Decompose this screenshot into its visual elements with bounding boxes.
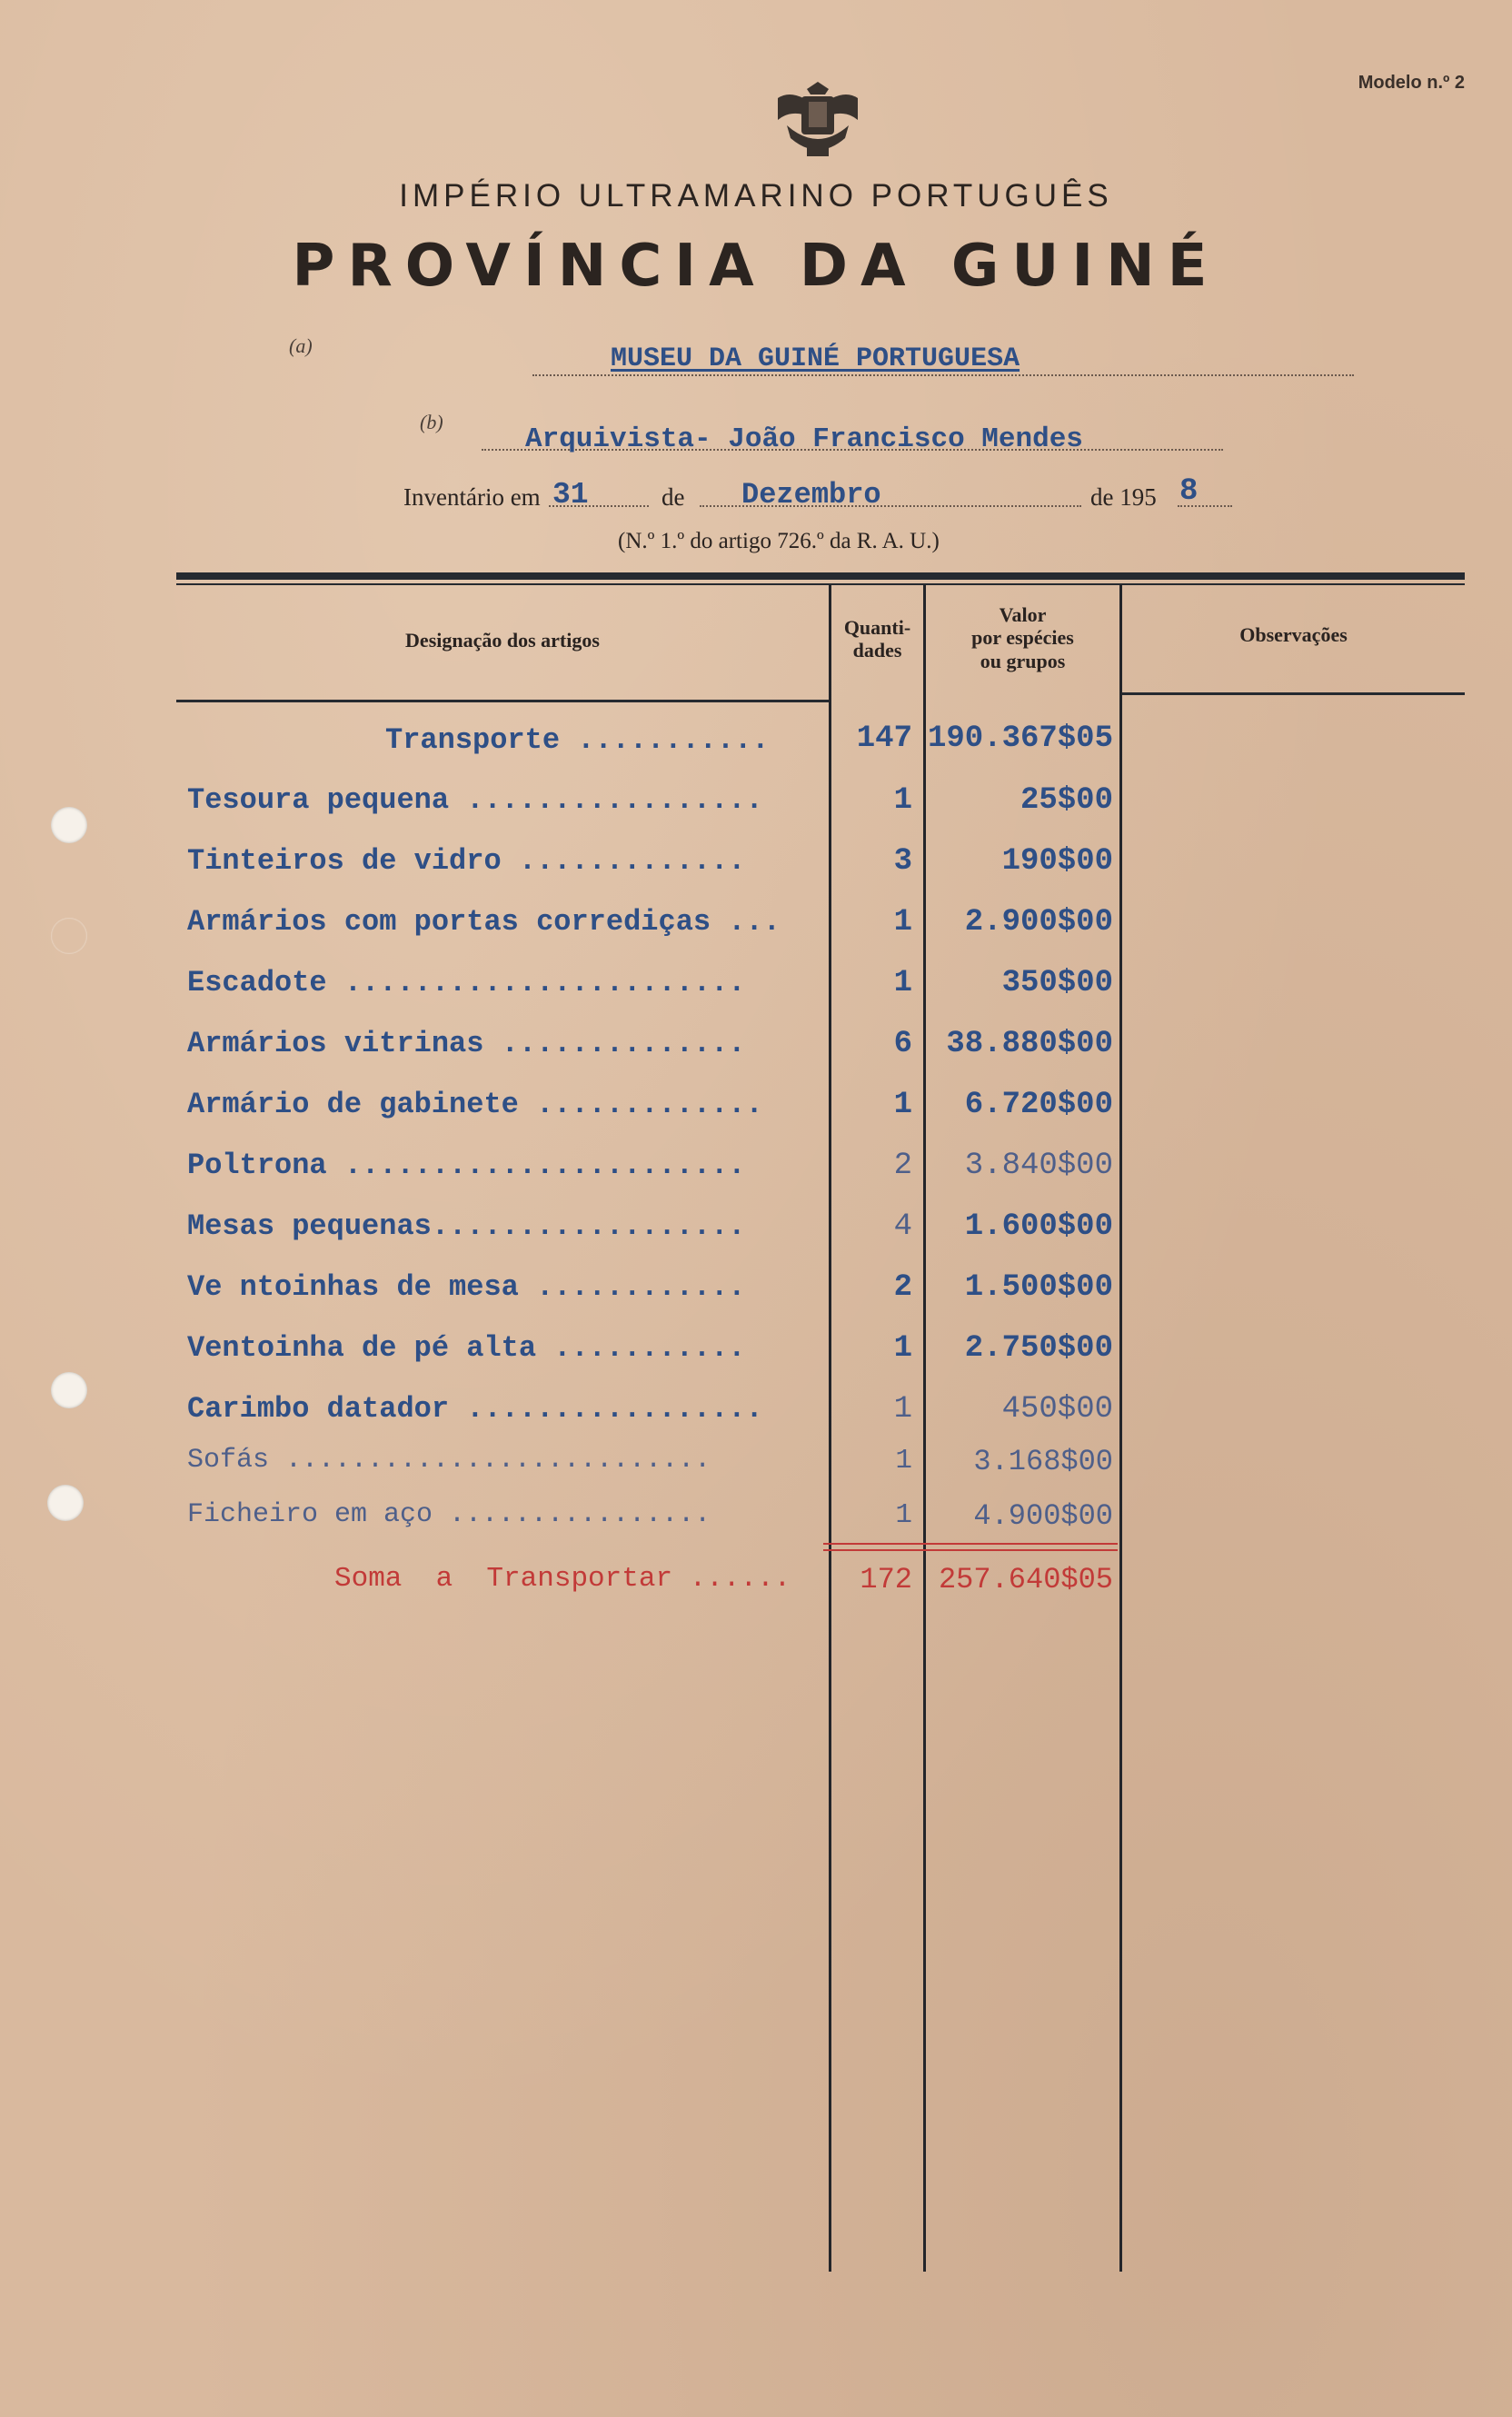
- item-value: 2.750$00: [964, 1331, 1113, 1366]
- item-value: 3.840$00: [964, 1149, 1113, 1183]
- transport-quantity: 147: [856, 721, 912, 756]
- column-header-designation: Designação dos artigos: [405, 629, 600, 651]
- item-quantity: 6: [893, 1027, 912, 1061]
- item-name: Carimbo datador .................: [187, 1392, 763, 1426]
- punch-hole: [51, 1372, 87, 1408]
- item-name: Armários vitrinas ..............: [187, 1027, 746, 1060]
- item-value: 450$00: [1001, 1392, 1113, 1427]
- inventory-label: Inventário em: [403, 483, 541, 511]
- item-quantity: 1: [893, 1331, 912, 1366]
- inventory-month: Dezembro: [741, 478, 881, 512]
- column-header-value: [926, 603, 1119, 672]
- item-name: Tesoura pequena .................: [187, 783, 763, 817]
- column-header-quantity-line1: Quanti-: [843, 616, 911, 639]
- table-header-rule-right: [1121, 692, 1465, 695]
- item-name: Escadote .......................: [187, 966, 746, 1000]
- total-rule-bottom: [823, 1549, 1118, 1551]
- item-quantity: 1: [893, 966, 912, 1000]
- item-value: 1.600$00: [964, 1209, 1113, 1244]
- column-divider-quantity: [829, 585, 831, 2272]
- item-value: 3.168$00: [973, 1445, 1113, 1478]
- transport-value: 190.367$05: [927, 721, 1113, 756]
- item-quantity: 4: [893, 1209, 912, 1244]
- footnote-mark-b: (b): [420, 411, 443, 433]
- institution-line: [532, 374, 1354, 376]
- punch-hole-faint: [51, 918, 87, 954]
- legal-note: (N.º 1.º do artigo 726.º da R. A. U.): [618, 529, 940, 553]
- item-name: Armário de gabinete .............: [187, 1088, 763, 1121]
- item-value: 1.500$00: [964, 1270, 1113, 1305]
- inventory-year-digit: 8: [1179, 474, 1199, 509]
- inventory-year-line: [1178, 505, 1232, 507]
- transport-label: Transporte ...........: [385, 723, 770, 757]
- punch-hole: [51, 807, 87, 843]
- table-top-rule-thin: [176, 583, 1465, 585]
- item-name: Ve ntoinhas de mesa ............: [187, 1270, 746, 1304]
- item-quantity: 1: [893, 1088, 912, 1122]
- item-quantity: 2: [893, 1149, 912, 1183]
- column-divider-value: [923, 585, 926, 2272]
- inventory-day: 31: [552, 478, 589, 512]
- item-quantity: 1: [895, 1445, 912, 1477]
- column-header-value-line2: por espécies: [971, 626, 1074, 650]
- item-name: Poltrona .......................: [187, 1149, 746, 1182]
- responsible-name: Arquivista- João Francisco Mendes: [525, 423, 1083, 455]
- item-name: Sofás ..........................: [187, 1445, 711, 1476]
- column-divider-observations: [1119, 585, 1122, 2272]
- column-header-observations: Observações: [1239, 623, 1348, 646]
- item-value: 6.720$00: [964, 1088, 1113, 1122]
- inventory-year-label: de 195: [1090, 483, 1157, 511]
- item-quantity: 3: [893, 844, 912, 879]
- item-name: Armários com portas corrediças ...: [187, 905, 781, 939]
- total-quantity: 172: [860, 1563, 912, 1596]
- province-title: PROVÍNCIA DA GUINÉ: [292, 233, 1220, 300]
- item-name: Ventoinha de pé alta ...........: [187, 1331, 746, 1365]
- total-label: Soma a Transportar ......: [334, 1563, 791, 1595]
- table-header-rule-left: [176, 700, 829, 702]
- total-value: 257.640$05: [938, 1563, 1113, 1596]
- column-header-quantity: [831, 616, 923, 662]
- column-header-value-line1: Valor: [999, 603, 1047, 626]
- item-value: 350$00: [1001, 966, 1113, 1000]
- item-name: Mesas pequenas..................: [187, 1209, 746, 1243]
- item-name: Tinteiros de vidro .............: [187, 844, 746, 878]
- coat-of-arms-emblem: [761, 75, 874, 164]
- model-number-label: Modelo n.º 2: [1358, 73, 1465, 93]
- item-name: Ficheiro em aço ................: [187, 1499, 711, 1530]
- item-value: 190$00: [1001, 844, 1113, 879]
- item-value: 25$00: [1020, 783, 1113, 818]
- inventory-de-label: de: [662, 483, 685, 511]
- item-value: 38.880$00: [946, 1027, 1113, 1061]
- column-header-value-line3: ou grupos: [980, 649, 1066, 672]
- item-quantity: 1: [893, 1392, 912, 1427]
- item-value: 2.900$00: [964, 905, 1113, 940]
- item-quantity: 1: [893, 905, 912, 940]
- item-value: 4.900$00: [973, 1499, 1113, 1533]
- total-rule-top: [823, 1543, 1118, 1545]
- column-header-quantity-line2: dades: [852, 639, 902, 662]
- empire-title: IMPÉRIO ULTRAMARINO PORTUGUÊS: [399, 178, 1113, 214]
- table-top-rule: [176, 572, 1465, 580]
- item-quantity: 1: [895, 1499, 912, 1531]
- item-quantity: 1: [893, 783, 912, 818]
- item-quantity: 2: [893, 1270, 912, 1305]
- punch-hole: [47, 1485, 84, 1521]
- footnote-mark-a: (a): [289, 334, 313, 357]
- institution-name: MUSEU DA GUINÉ PORTUGUESA: [611, 343, 1020, 374]
